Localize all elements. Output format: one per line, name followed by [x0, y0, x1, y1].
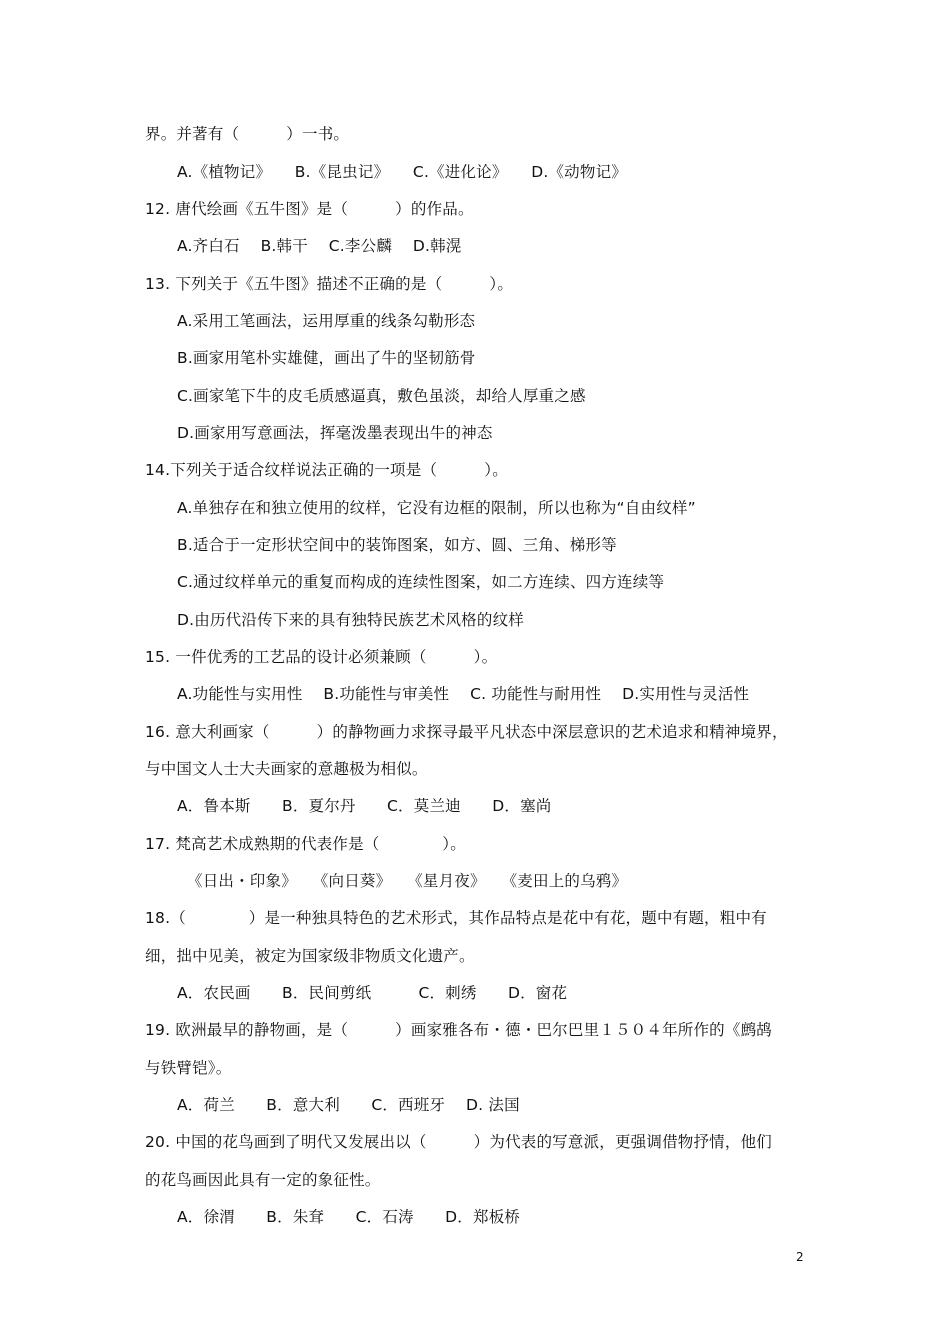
- q13-option-c: C.画家笔下牛的皮毛质感逼真，敷色虽淡，却给人厚重之感: [177, 387, 586, 405]
- q12-stem: 12. 唐代绘画《五牛图》是（ ）的作品。: [145, 200, 474, 218]
- q19-stem-line1: 19. 欧洲最早的静物画，是（ ）画家雅各布・德・巴尔巴里１５０４年所作的《鹧鸪: [145, 1021, 772, 1039]
- q18-options: A．农民画 B．民间剪纸 C．刺绣 D．窗花: [177, 984, 568, 1002]
- q14-stem: 14.下列关于适合纹样说法正确的一项是（ ）。: [145, 461, 508, 479]
- q19-options: A．荷兰 B．意大利 C．西班牙 D. 法国: [177, 1096, 520, 1114]
- q18-stem-line1: 18.（ ）是一种独具特色的艺术形式，其作品特点是花中有花，题中有题，粗中有: [145, 909, 767, 927]
- q12-options: A.齐白石 B.韩干 C.李公麟 D.韩滉: [177, 237, 462, 255]
- q14-option-d: D.由历代沿传下来的具有独特民族艺术风格的纹样: [177, 611, 524, 629]
- q17-options: 《日出・印象》 《向日葵》 《星月夜》 《麦田上的乌鸦》: [187, 872, 628, 890]
- q20-stem-line1: 20. 中国的花鸟画到了明代又发展出以（ ）为代表的写意派，更强调借物抒情，他们: [145, 1133, 772, 1151]
- q13-stem: 13. 下列关于《五牛图》描述不正确的是（ ）。: [145, 275, 514, 293]
- q16-stem-line2: 与中国文人士大夫画家的意趣极为相似。: [145, 760, 428, 778]
- q16-options: A．鲁本斯 B．夏尔丹 C．莫兰迪 D．塞尚: [177, 797, 552, 815]
- q16-stem-line1: 16. 意大利画家（ ）的静物画力求探寻最平凡状态中深层意识的艺术追求和精神境界，: [145, 723, 788, 741]
- q11-options: A.《植物记》 B.《昆虫记》 C.《进化论》 D.《动物记》: [177, 163, 627, 181]
- q19-stem-line2: 与铁臂铠》。: [145, 1059, 232, 1077]
- q20-options: A．徐渭 B．朱耷 C．石涛 D．郑板桥: [177, 1208, 521, 1226]
- page-number: 2: [796, 1250, 804, 1264]
- q14-option-b: B.适合于一定形状空间中的装饰图案，如方、圆、三角、梯形等: [177, 536, 617, 554]
- q15-stem: 15. 一件优秀的工艺品的设计必须兼顾（ ）。: [145, 648, 498, 666]
- q13-option-b: B.画家用笔朴实雄健，画出了牛的坚韧筋骨: [177, 349, 476, 367]
- q14-option-c: C.通过纹样单元的重复而构成的连续性图案，如二方连续、四方连续等: [177, 573, 665, 591]
- q13-option-a: A.采用工笔画法，运用厚重的线条勾勒形态: [177, 312, 476, 330]
- q17-stem: 17. 梵高艺术成熟期的代表作是（ ）。: [145, 835, 466, 853]
- q11-continuation: 界。并著有（ ）一书。: [145, 125, 350, 143]
- q14-option-a: A.单独存在和独立使用的纹样，它没有边框的限制，所以也称为“自由纹样”: [177, 499, 696, 517]
- q15-options: A.功能性与实用性 B.功能性与审美性 C. 功能性与耐用性 D.实用性与灵活性: [177, 685, 750, 703]
- q13-option-d: D.画家用写意画法，挥毫泼墨表现出牛的神态: [177, 424, 493, 442]
- q20-stem-line2: 的花鸟画因此具有一定的象征性。: [145, 1171, 381, 1189]
- q18-stem-line2: 细，拙中见美，被定为国家级非物质文化遗产。: [145, 947, 475, 965]
